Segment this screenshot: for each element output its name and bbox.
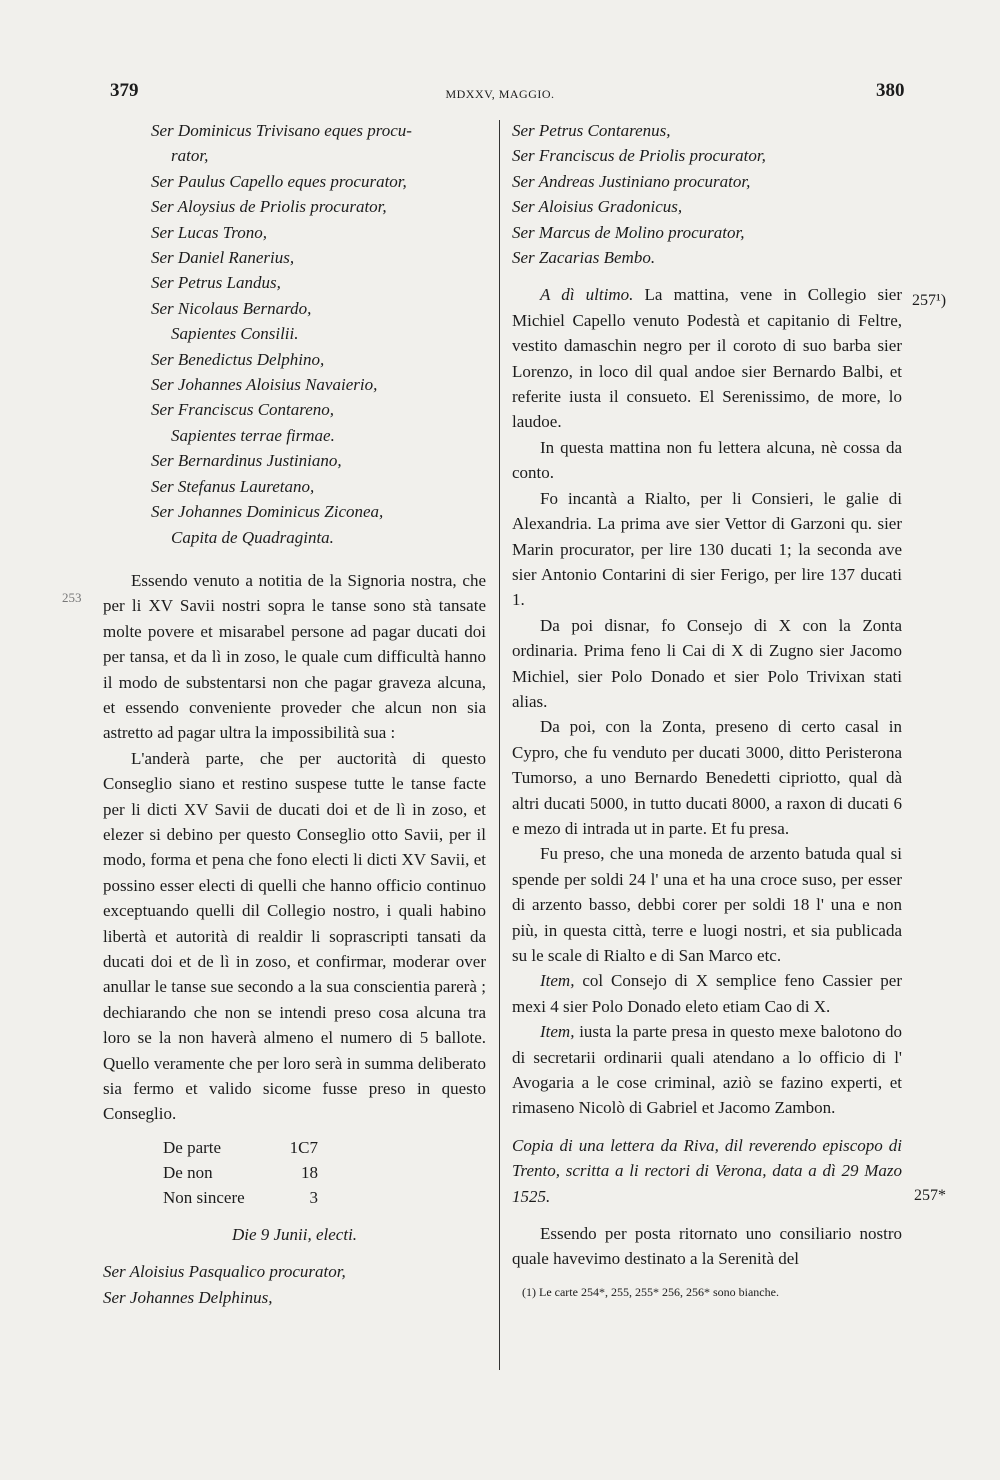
vote-row — [163, 1185, 486, 1210]
paragraph: Fu preso, che una moneda de arzento batuda qual si spende per soldi 24 l' una et ha una croce suso, per esser di arzento basso, debbi corer per soldi 18 l' una e non più, in questa città, terre e luogi nostri, et sia publicada su le scale di Rialto e di San Marco etc. — [512, 844, 902, 965]
paragraph: L'anderà parte, che per auctorità di questo Conseglio siano et restino suspese tutte le tanse facte per li dicti XV Savii de ducati doi et de lì in zoso, et elezer si debino per questo Conseglio otto Savii, per il modo, forma et pena che fono electi li dicti XV Savii, et possino esser electi di quelli che hanno officio continuo exceptuando quelli dil Collegio nostro, i quali habino libertà et autorità di realdir li soprascripti tansati da ducati doi et de lì in zoso, et confirmar, moderar over anullar le tanse sue secondo a la sua conscientia parerà ; dechiarando che non se intendi preso cosa alcuna tra loro se la non haverà almeno el numero di 5 ballote. Quello veramente che per loro serà in summa deliberato sia fermo et valido sicome fusse preso in questo Conseglio. — [103, 748, 486, 1124]
section-heading: Sapientes Consilii. — [171, 324, 299, 344]
margin-note: 253 — [62, 590, 82, 605]
list-item: Ser Franciscus Contareno, — [151, 400, 335, 420]
paragraph-lead: A dì ultimo. — [540, 285, 634, 305]
list-item: Ser Stefanus Lauretano, — [151, 476, 315, 496]
list-item: Ser Nicolaus Bernardo, — [151, 298, 312, 318]
left-column — [103, 118, 486, 1310]
vote-row — [163, 1160, 486, 1185]
paragraph: Essendo per posta ritornato uno consiliario nostro quale havevimo destinato a la Serenità del — [512, 1224, 902, 1269]
running-title: MDXXV, MAGGIO. — [445, 87, 555, 101]
letter-heading: Copia di una lettera da Riva, dil reverendo episcopo di Trento, scritta a li rectori di Verona, data a dì 29 Mazo 1525. — [512, 1135, 902, 1206]
list-item: rator, — [171, 146, 209, 166]
list-item: Ser Aloysius de Priolis procurator, — [151, 197, 387, 217]
section-heading: Capita de Quadraginta. — [171, 527, 334, 547]
paragraph — [512, 1019, 902, 1121]
list-item: Ser Bernardinus Justiniano, — [151, 451, 342, 471]
vote-row — [163, 1135, 486, 1160]
paragraph-text: col Consejo di X semplice feno Cassier per mexi 4 sier Polo Donado eleto etiam Cao di X. — [512, 971, 903, 1016]
vote-value: 18 — [301, 1162, 318, 1182]
list-item: Ser Johannes Delphinus, — [103, 1287, 273, 1307]
paragraph: Fo incantà a Rialto, per li Consieri, le galie di Alexandria. La prima ave sier Vettor di Garzoni qu. sier Marin procurator, per lire 130 ducati 1; la seconda ave sier Antonio Contarini di sier Ferigo, per lire 137 ducati 1. — [512, 488, 902, 610]
list-item: Ser Johannes Dominicus Ziconea, — [151, 502, 384, 522]
column-divider — [499, 120, 500, 1370]
vote-value: 1C7 — [289, 1137, 318, 1157]
vote-label: De non — [163, 1162, 213, 1182]
list-item: Ser Lucas Trono, — [151, 222, 268, 242]
paragraph: Essendo venuto a notitia de la Signoria nostra, che per li XV Savii nostri sopra le tanse sono stà tansate molte povere et misarabel persone ad pagar ducati doi per tansa, et da lì in zoso, le quale cum difficultà hanno il modo de substentarsi non che pagar graveza alcuna, et essendo conveniente proveder che alcun non sia astretto ad pagar ultra la impossibilità sua : — [103, 570, 486, 743]
paragraph-text: iusta la parte presa in questo mexe balotono do di secretarii ordinarii quali atendano a lo officio di l' Avogaria a le cose criminal, aziò se fazino experti, et rimaseno Nicolò di Gabriel et Jacomo Zambon. — [512, 1022, 902, 1118]
list-item: Ser Petrus Contarenus, — [512, 121, 671, 140]
paragraph — [512, 968, 902, 1019]
section-heading: Sapientes terrae firmae. — [171, 425, 335, 445]
vote-value: 3 — [309, 1187, 318, 1207]
list-item: Ser Franciscus de Priolis procurator, — [512, 146, 766, 166]
paragraph-lead: Item, — [540, 1022, 575, 1042]
left-page-number: 379 — [110, 80, 139, 101]
list-item: Ser Andreas Justiniano procurator, — [512, 171, 751, 191]
list-item: Ser Aloisius Gradonicus, — [512, 197, 683, 217]
right-column — [512, 118, 902, 1305]
paragraph — [512, 282, 902, 434]
list-item: Ser Marcus de Molino procurator, — [512, 222, 745, 242]
list-item: Ser Zacarias Bembo. — [512, 248, 656, 268]
vote-tally — [103, 1135, 486, 1210]
margin-note: 257¹) — [912, 292, 947, 309]
list-item: Ser Daniel Ranerius, — [151, 248, 295, 268]
list-item: Ser Petrus Landus, — [151, 273, 281, 293]
list-item: Ser Aloisius Pasqualico procurator, — [103, 1262, 346, 1282]
right-page-number: 380 — [876, 80, 905, 101]
paragraph: Da poi, con la Zonta, preseno di certo casal in Cypro, che fu venduto per ducati 3000, ditto Peristerona Tumorso, a uno Bernardo Benedetti cipriotto, qual dà altri ducati 5000, in tutto ducati 8000, a raxon di ducati 6 e mezo di intrada ut in parte. Et fu presa. — [512, 717, 902, 838]
paragraph: Da poi disnar, fo Consejo di X con la Zonta ordinaria. Prima feno li Cai di X di Zugno sier Jacomo Michiel, sier Polo Donado et sier Polo Trivixan stati alias. — [512, 615, 902, 711]
date-heading: Die 9 Junii, electi. — [231, 1224, 358, 1244]
vote-label: De parte — [163, 1137, 222, 1157]
list-item: Ser Johannes Aloisius Navaierio, — [151, 375, 378, 395]
paragraph-text: La mattina, vene in Collegio sier Michiel Capello venuto Podestà et capitanio di Feltre, vestito damaschin negro per il coroto di suo barba sier Lorenzo, in loco dil qual andoe sier Bernardo Balbi, et referite iusta il consueto. El Serenissimo, de more, lo laudoe. — [512, 285, 903, 432]
vote-label: Non sincere — [163, 1187, 245, 1207]
list-item: Ser Benedictus Delphino, — [151, 349, 325, 369]
list-item: Ser Paulus Capello eques procurator, — [151, 171, 407, 191]
footnote: (1) Le carte 254*, 255, 255* 256, 256* sono bianche. — [522, 1284, 779, 1299]
paragraph: In questa mattina non fu lettera alcuna, nè cossa da conto. — [512, 437, 902, 483]
paragraph-lead: Item, — [540, 971, 575, 991]
list-item: Ser Dominicus Trivisano eques procu- — [151, 121, 412, 140]
margin-note: 257* — [914, 1187, 946, 1204]
